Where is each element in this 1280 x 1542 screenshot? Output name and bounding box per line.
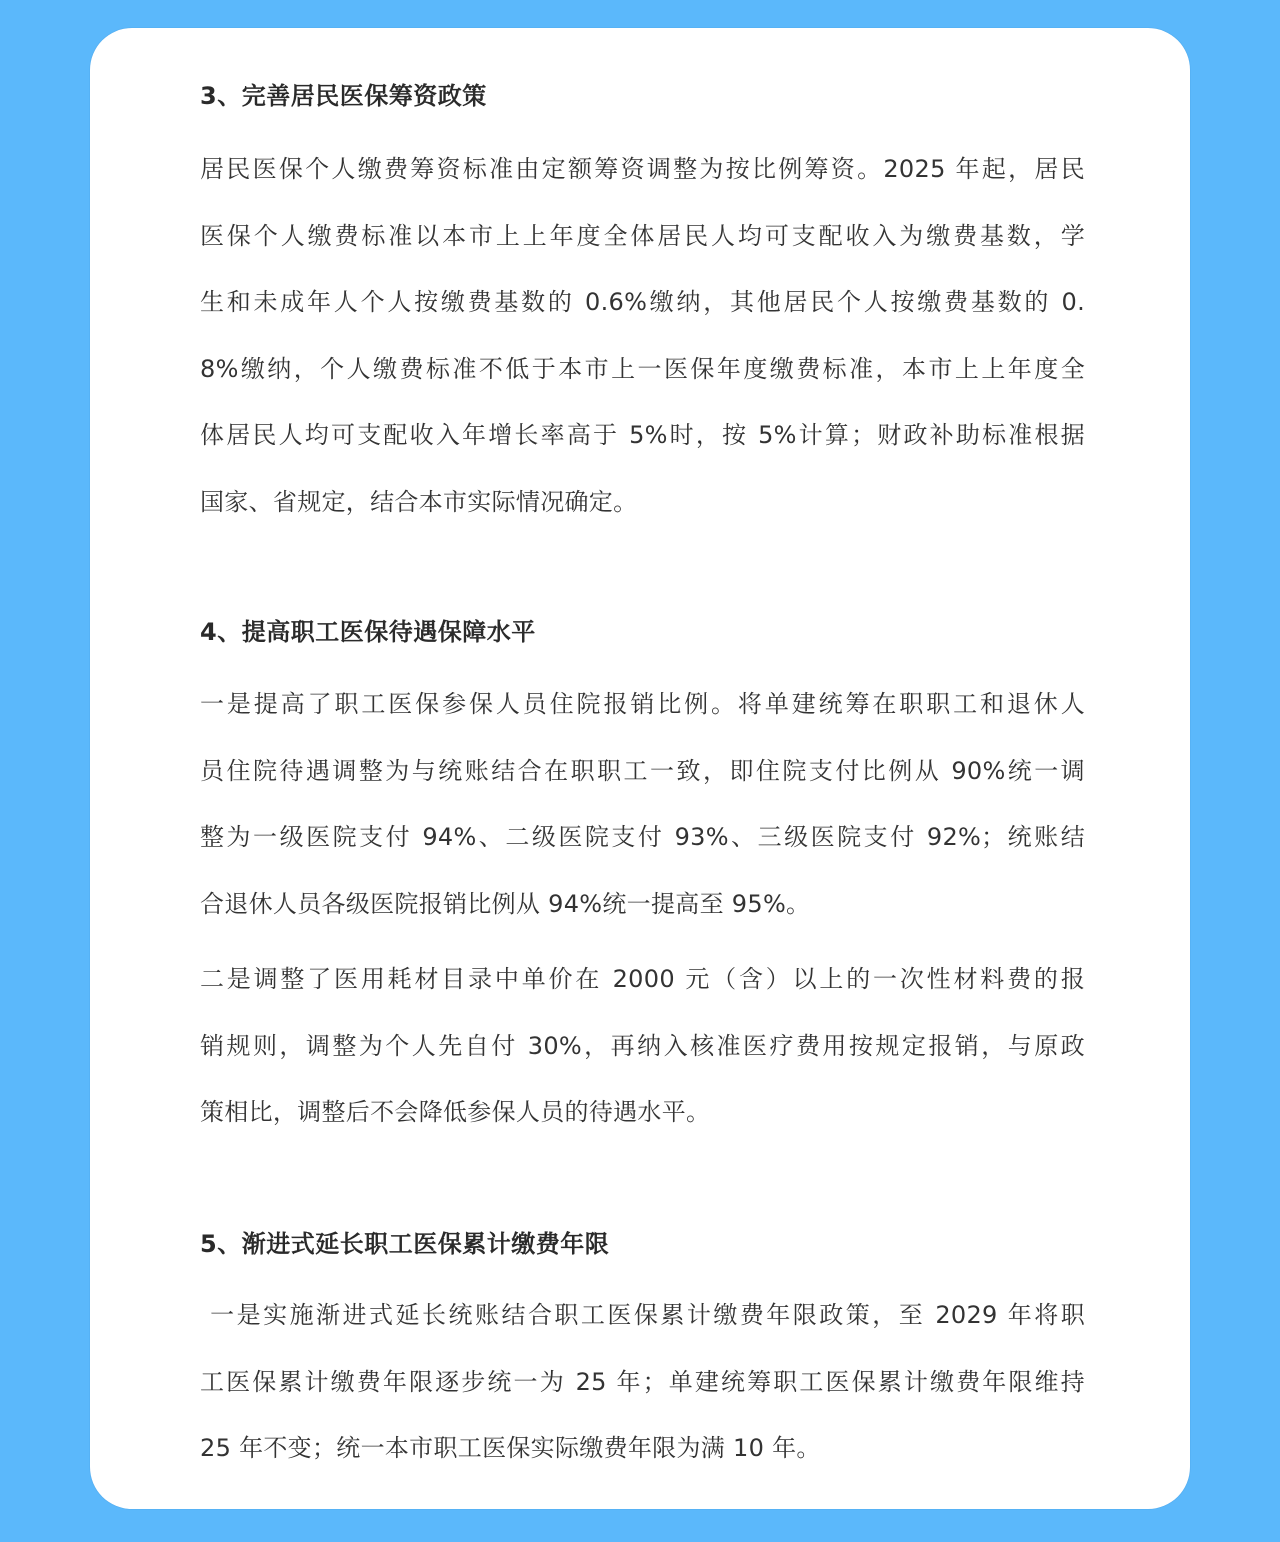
text-line: 工医保累计缴费年限逐步统一为 25 年；单建统筹职工医保累计缴费年限维持: [200, 1367, 1085, 1396]
section-3-heading: 3、完善居民医保筹资政策: [200, 82, 487, 110]
section-5-heading: 5、渐进式延长职工医保累计缴费年限: [200, 1230, 610, 1258]
section-5-paragraph-1: [200, 1282, 1085, 1482]
text-line: 销规则，调整为个人先自付 30%，再纳入核准医疗费用按规定报销，与原政: [200, 1031, 1085, 1060]
text-line: 员住院待遇调整为与统账结合在职职工一致，即住院支付比例从 90%统一调: [200, 756, 1085, 785]
text-line: 25 年不变；统一本市职工医保实际缴费年限为满 10 年。: [200, 1434, 821, 1462]
text-line: 体居民人均可支配收入年增长率高于 5%时，按 5%计算；财政补助标准根据: [200, 421, 1085, 449]
section-4-paragraph-1: [200, 671, 1085, 937]
text-line: 二是调整了医用耗材目录中单价在 2000 元（含）以上的一次性材料费的报: [200, 965, 1085, 993]
text-line: 医保个人缴费标准以本市上上年度全体居民人均可支配收入为缴费基数，学: [200, 221, 1085, 250]
section-4-heading: 4、提高职工医保待遇保障水平: [200, 618, 536, 646]
section-3-paragraph-1: [200, 136, 1085, 535]
text-line: 策相比，调整后不会降低参保人员的待遇水平。: [200, 1098, 711, 1126]
text-line: 国家、省规定，结合本市实际情况确定。: [200, 487, 638, 516]
text-line: 8%缴纳，个人缴费标准不低于本市上一医保年度缴费标准，本市上上年度全: [200, 354, 1085, 383]
section-4-paragraph-2: [200, 946, 1085, 1146]
text-line: 生和未成年人个人按缴费基数的 0.6%缴纳，其他居民个人按缴费基数的 0.: [200, 288, 1085, 316]
text-line: 居民医保个人缴费筹资标准由定额筹资调整为按比例筹资。2025 年起，居民: [200, 155, 1085, 183]
text-line: 一是提高了职工医保参保人员住院报销比例。将单建统筹在职职工和退休人: [200, 690, 1085, 718]
text-line: 合退休人员各级医院报销比例从 94%统一提高至 95%。: [200, 889, 811, 918]
document-card: [90, 28, 1190, 1509]
text-line: 整为一级医院支付 94%、二级医院支付 93%、三级医院支付 92%；统账结: [200, 823, 1085, 851]
text-line: 一是实施渐进式延长统账结合职工医保累计缴费年限政策，至 2029 年将职: [200, 1301, 1085, 1329]
